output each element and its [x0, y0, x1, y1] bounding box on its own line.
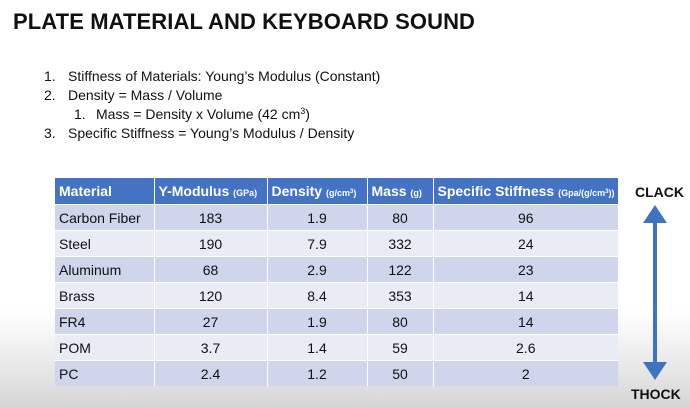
table-row: [55, 335, 618, 361]
cell-y-modulus: 2.4: [154, 361, 267, 387]
slide-title: PLATE MATERIAL AND KEYBOARD SOUND: [13, 9, 476, 34]
cell-specific-stiffness: 14: [433, 283, 618, 309]
cell-specific-stiffness: 96: [433, 205, 618, 231]
clack-label: CLACK: [635, 184, 684, 200]
cell-mass: 122: [367, 257, 433, 283]
header-material: Material: [55, 178, 154, 205]
cell-density: 1.4: [267, 335, 367, 361]
point-text: Mass = Density x Volume (42 cm: [96, 106, 301, 122]
header-unit: (g): [410, 188, 422, 198]
cell-mass: 353: [367, 283, 433, 309]
point-number: 3.: [44, 125, 56, 141]
cell-material: PC: [55, 361, 154, 387]
cell-mass: 80: [367, 205, 433, 231]
header-mass: Mass (g): [367, 178, 433, 205]
table-row: [55, 231, 618, 257]
header-unit: (GPa): [233, 188, 258, 198]
point-text: Density = Mass / Volume: [68, 87, 223, 103]
table-row: [55, 361, 618, 387]
cell-mass: 50: [367, 361, 433, 387]
point-stiffness: [44, 67, 380, 86]
cell-density: 2.9: [267, 257, 367, 283]
cell-density: 8.4: [267, 283, 367, 309]
cell-mass: 59: [367, 335, 433, 361]
header-unit: $(g/cm^3)$: [325, 188, 357, 198]
table-row: [55, 309, 618, 335]
materials-table: [55, 178, 618, 386]
point-number: 1.: [74, 106, 86, 122]
cell-y-modulus: 68: [154, 257, 267, 283]
cell-material: Carbon Fiber: [55, 205, 154, 231]
cell-material: Brass: [55, 283, 154, 309]
header-density: Density $(g/cm^3)$: [267, 178, 367, 205]
cell-mass: 332: [367, 231, 433, 257]
point-number: 1.: [44, 68, 56, 84]
cell-specific-stiffness: 2.6: [433, 335, 618, 361]
cell-y-modulus: 183: [154, 205, 267, 231]
table-row: [55, 257, 618, 283]
cell-y-modulus: 190: [154, 231, 267, 257]
cell-density: 1.9: [267, 309, 367, 335]
points-list: [44, 67, 380, 143]
cell-specific-stiffness: 24: [433, 231, 618, 257]
cell-mass: 80: [367, 309, 433, 335]
header-specific-stiffness: Specific Stiffness $(Gpa/(g/cm^3))$: [433, 178, 618, 205]
point-text: Specific Stiffness = Young’s Modulus / Density: [68, 125, 355, 141]
header-y-modulus: Y-Modulus (GPa): [154, 178, 267, 205]
cell-specific-stiffness: 23: [433, 257, 618, 283]
cell-density: 7.9: [267, 231, 367, 257]
cell-material: FR4: [55, 309, 154, 335]
thock-label: THOCK: [631, 386, 681, 402]
cell-density: 1.2: [267, 361, 367, 387]
cell-y-modulus: 120: [154, 283, 267, 309]
superscript: 3: [300, 106, 306, 116]
cell-y-modulus: 27: [154, 309, 267, 335]
cell-density: 1.9: [267, 205, 367, 231]
table-header-row: [55, 178, 618, 205]
point-density: [44, 86, 380, 105]
point-text: Stiffness of Materials: Young’s Modulus (Constant): [68, 68, 381, 84]
table-row: [55, 283, 618, 309]
cell-y-modulus: 3.7: [154, 335, 267, 361]
cell-specific-stiffness: 2: [433, 361, 618, 387]
cell-material: POM: [55, 335, 154, 361]
point-specific-stiffness: [44, 124, 380, 143]
point-text-tail: ): [305, 106, 310, 122]
cell-specific-stiffness: 14: [433, 309, 618, 335]
header-unit: $(Gpa/(g/cm^3))$: [558, 188, 615, 198]
point-number: 2.: [44, 87, 56, 103]
double-vertical-arrow-icon: [643, 205, 667, 380]
cell-material: Steel: [55, 231, 154, 257]
table-row: [55, 205, 618, 231]
cell-material: Aluminum: [55, 257, 154, 283]
subpoint-mass: [44, 105, 380, 124]
